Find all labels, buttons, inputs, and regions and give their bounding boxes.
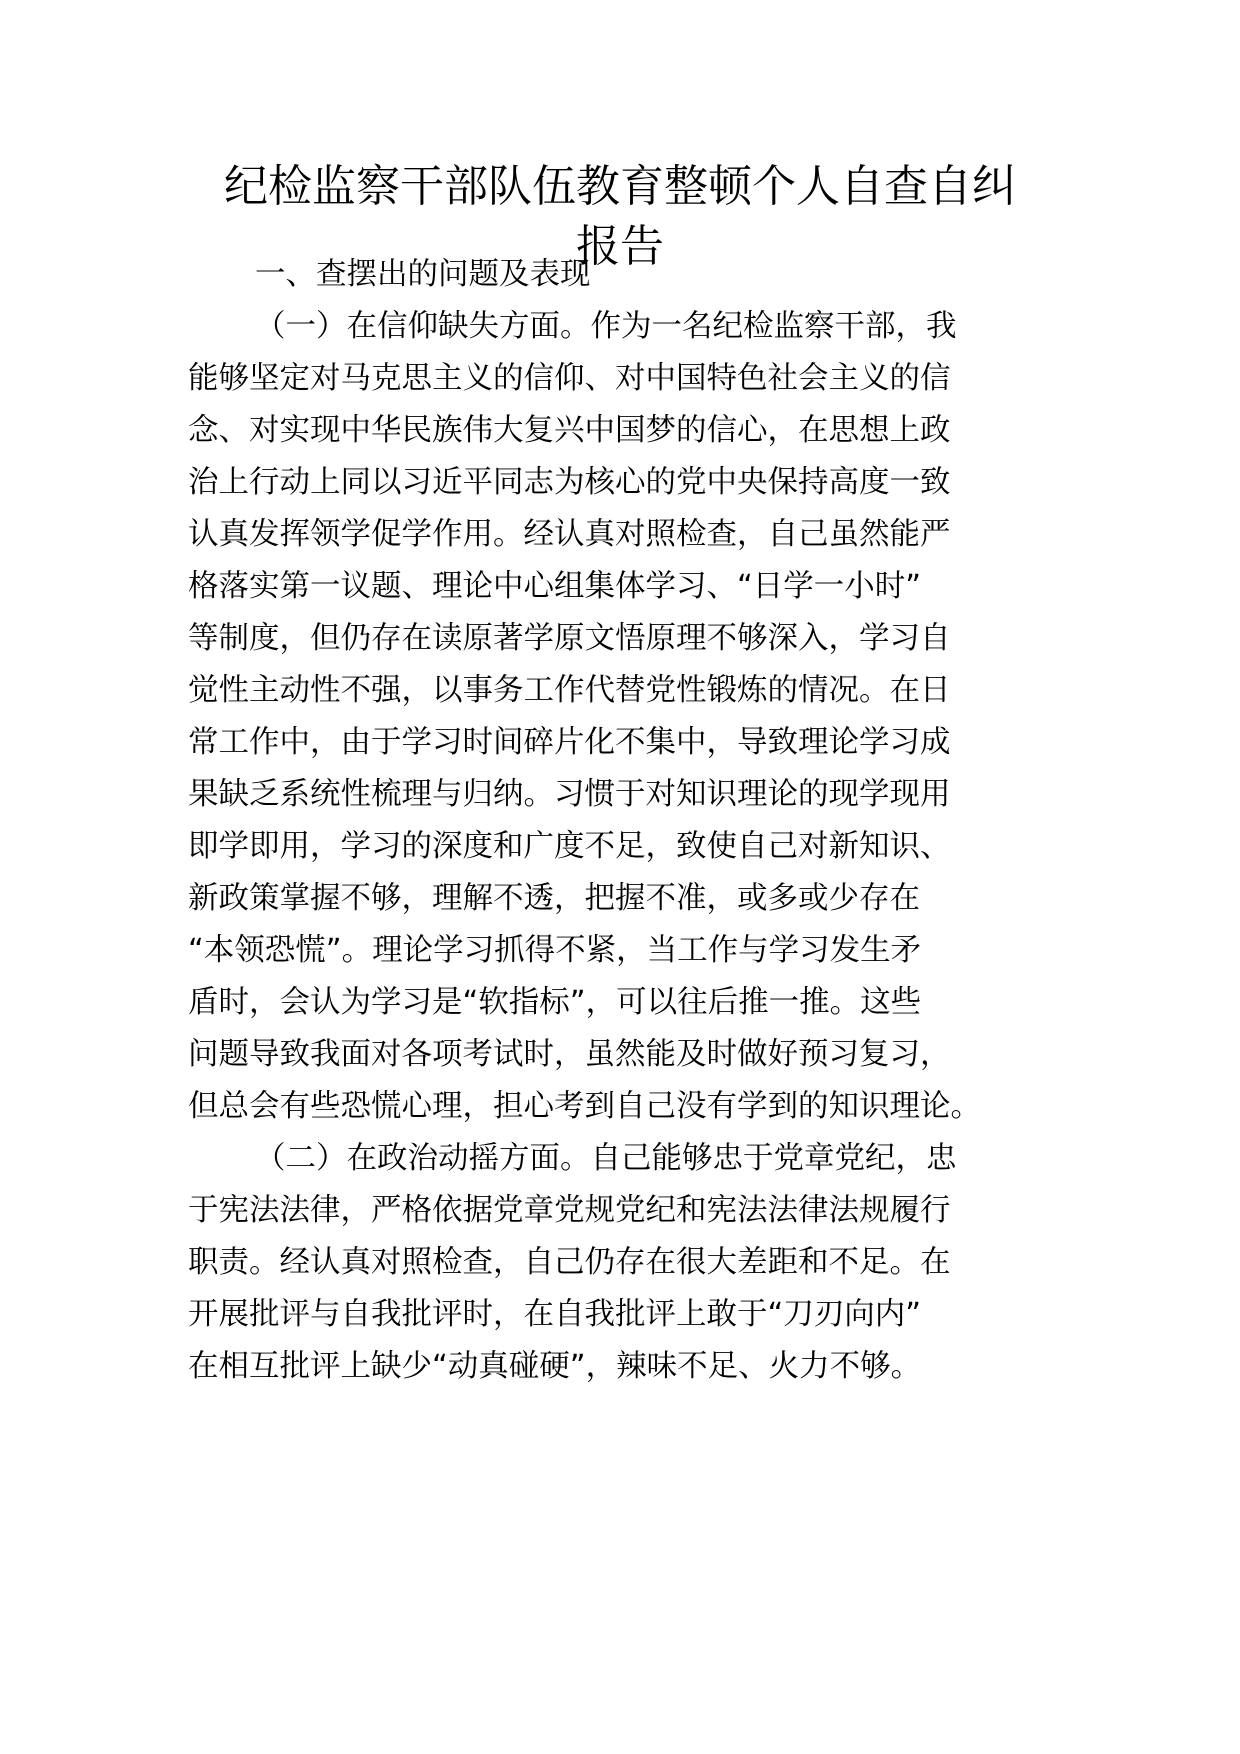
paragraph-line: 新政策掌握不够，理解不透，把握不准，或多或少存在 (188, 881, 920, 916)
section-1-heading: 一、查摆出的问题及表现 (255, 257, 591, 292)
paragraph-line: 但总会有些恐慌心理，担心考到自己没有学到的知识理论。 (188, 1089, 981, 1124)
paragraph-line: “本领恐慌”。理论学习抓得不紧，当工作与学习发生矛 (188, 933, 922, 968)
document-title-line-1: 纪检监察干部队伍教育整顿个人自查自纠 (224, 161, 1016, 212)
paragraph-line: 能够坚定对马克思主义的信仰、对中国特色社会主义的信 (188, 361, 951, 396)
paragraph-line: 盾时，会认为学习是“软指标”，可以往后推一推。这些 (188, 985, 922, 1020)
paragraph-line: （一）在信仰缺失方面。作为一名纪检监察干部，我 (255, 309, 957, 344)
paragraph-line: 格落实第一议题、理论中心组集体学习、“日学一小时” (188, 569, 922, 604)
paragraph-line: （二）在政治动摇方面。自己能够忠于党章党纪，忠 (255, 1141, 957, 1176)
paragraph-line: 念、对实现中华民族伟大复兴中国梦的信心，在思想上政 (188, 413, 951, 448)
paragraph-line: 认真发挥领学促学作用。经认真对照检查，自己虽然能严 (188, 517, 951, 552)
paragraph-line: 问题导致我面对各项考试时，虽然能及时做好预习复习， (188, 1037, 951, 1072)
paragraph-line: 职责。经认真对照检查，自己仍存在很大差距和不足。在 (188, 1245, 951, 1280)
paragraph-line: 等制度，但仍存在读原著学原文悟原理不够深入，学习自 (188, 621, 951, 656)
paragraph-line: 在相互批评上缺少“动真碰硬”，辣味不足、火力不够。 (188, 1349, 922, 1384)
paragraph-line: 常工作中，由于学习时间碎片化不集中，导致理论学习成 (188, 725, 951, 760)
paragraph-line: 觉性主动性不强，以事务工作代替党性锻炼的情况。在日 (188, 673, 951, 708)
paragraph-line: 治上行动上同以习近平同志为核心的党中央保持高度一致 (188, 465, 951, 500)
paragraph-line: 开展批评与自我批评时，在自我批评上敢于“刀刃向内” (188, 1297, 922, 1332)
paragraph-line: 于宪法法律，严格依据党章党规党纪和宪法法律法规履行 (188, 1193, 951, 1228)
document-title-line-2: 报告 (576, 221, 664, 272)
paragraph-line: 即学即用，学习的深度和广度不足，致使自己对新知识、 (188, 829, 951, 864)
paragraph-line: 果缺乏系统性梳理与归纳。习惯于对知识理论的现学现用 (188, 777, 951, 812)
